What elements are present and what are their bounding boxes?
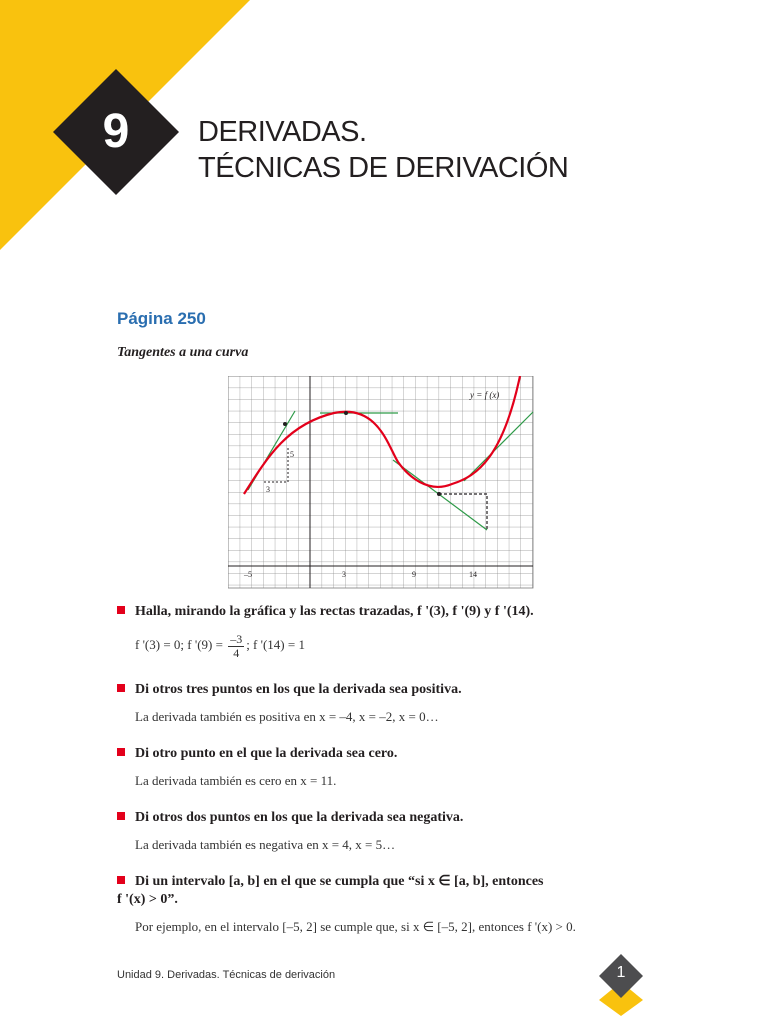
question-text: Di otro punto en el que la derivada sea cero. — [135, 746, 398, 761]
tangent-point — [344, 411, 348, 415]
question-5 — [117, 873, 647, 909]
x-tick-label: 3 — [342, 570, 346, 579]
x-tick-label: –5 — [244, 570, 252, 579]
chapter-title — [198, 114, 568, 186]
chapter-title-line1: DERIVADAS. — [198, 116, 367, 148]
bullet-icon — [117, 812, 125, 820]
page-label: Página 250 — [117, 309, 206, 328]
x-tick-label: 14 — [469, 570, 477, 579]
answer-text: ; f '(14) = 1 — [246, 637, 305, 652]
bullet-icon — [117, 684, 125, 692]
answer-1 — [135, 630, 305, 660]
tangent-point — [283, 422, 287, 426]
question-1 — [117, 603, 534, 621]
answer-2: La derivada también es positiva en x = –4, x = –2, x = 0… — [135, 709, 439, 724]
chapter-title-line2: TÉCNICAS DE DERIVACIÓN — [198, 152, 569, 184]
question-2 — [117, 681, 462, 699]
answer-text: f '(3) = 0; f '(9) = — [135, 637, 223, 652]
slope-label-run: 3 — [266, 485, 270, 494]
fraction-denominator: 4 — [233, 645, 240, 660]
bullet-icon — [117, 876, 125, 884]
fraction-numerator: –3 — [230, 631, 243, 646]
question-3 — [117, 745, 397, 763]
page-badge — [596, 952, 646, 1016]
question-text: Di otros tres puntos en los que la derivada sea positiva. — [135, 682, 462, 697]
question-4 — [117, 809, 463, 827]
question-text-line2: f '(x) > 0”. — [117, 892, 178, 907]
slope-label-rise: 5 — [290, 450, 294, 459]
bullet-icon — [117, 748, 125, 756]
x-tick-label: 9 — [412, 570, 416, 579]
question-text: Halla, mirando la gráfica y las rectas trazadas, f '(3), f '(9) y f '(14). — [135, 604, 534, 619]
answer-3: La derivada también es cero en x = 11. — [135, 773, 337, 788]
tangent-graph — [228, 376, 534, 590]
section-subtitle: Tangentes a una curva — [117, 345, 249, 360]
page-number: 1 — [616, 964, 626, 981]
answer-4: La derivada también es negativa en x = 4, x = 5… — [135, 837, 396, 852]
footer-text: Unidad 9. Derivadas. Técnicas de derivación — [117, 969, 336, 981]
fraction — [228, 633, 244, 660]
bullet-icon — [117, 606, 125, 614]
chapter-number: 9 — [102, 105, 130, 158]
question-text-line1: Di un intervalo [a, b] en el que se cumpla que “si x ∈ [a, b], entonces — [135, 874, 544, 889]
curve-label: y = f (x) — [470, 390, 500, 400]
tangent-point — [437, 492, 441, 496]
answer-5: Por ejemplo, en el intervalo [–5, 2] se cumple que, si x ∈ [–5, 2], entonces f '(x) > 0. — [135, 919, 576, 934]
question-text: Di otros dos puntos en los que la derivada sea negativa. — [135, 810, 464, 825]
